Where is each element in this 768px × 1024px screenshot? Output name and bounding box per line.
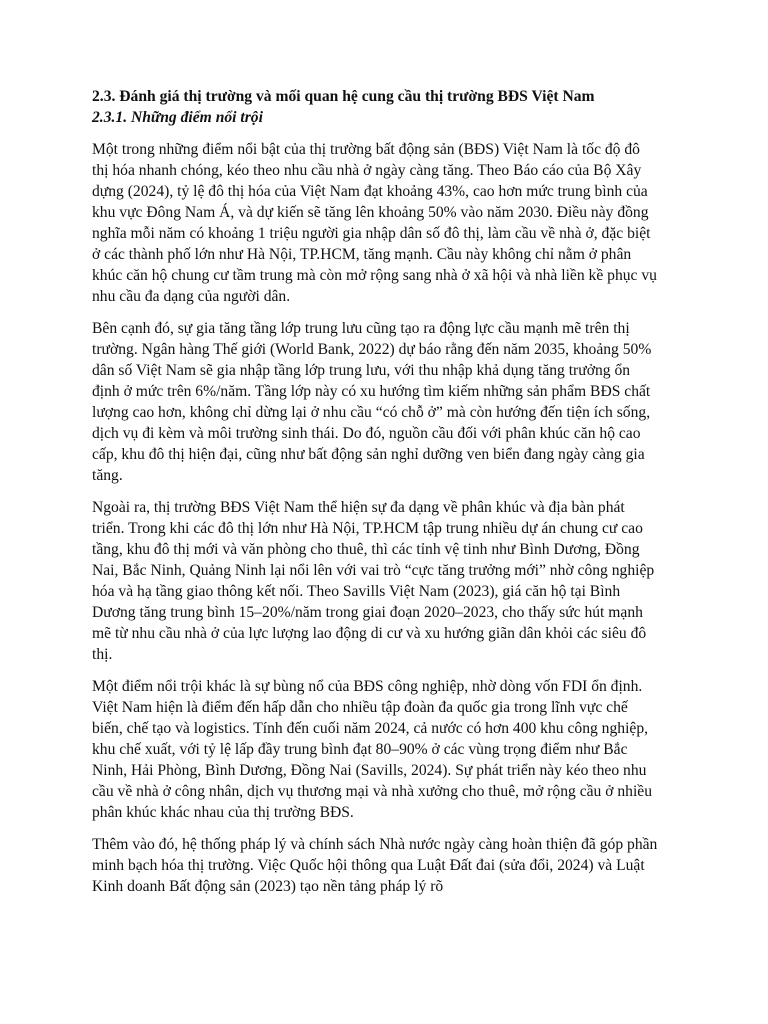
paragraph-urbanization: Một trong những điểm nổi bật của thị trường bất động sản (BĐS) Việt Nam là tốc độ đô thị hóa nhanh chóng, kéo theo nhu cầu nhà ở ngày càng tăng. Theo Báo cáo của Bộ Xây dựng (2024), tỷ lệ đô thị hóa của Việt Nam đạt khoảng 43%, cao hơn mức trung bình của khu vực Đông Nam Á, và dự kiến sẽ tăng lên khoảng 50% vào năm 2030. Điều này đồng nghĩa mỗi năm có khoảng 1 triệu người gia nhập dân số đô thị, làm cầu về nhà ở, đặc biệt ở các thành phố lớn như Hà Nội, TP.HCM, tăng mạnh. Cầu này không chỉ nằm ở phân khúc căn hộ chung cư tầm trung mà còn mở rộng sang nhà ở xã hội và nhà liền kề phục vụ nhu cầu đa dạng của người dân. (92, 141, 657, 305)
paragraph-middle-class: Bên cạnh đó, sự gia tăng tầng lớp trung lưu cũng tạo ra động lực cầu mạnh mẽ trên thị trường. Ngân hàng Thế giới (World Bank, 2022) dự báo rằng đến năm 2035, khoảng 50% dân số Việt Nam sẽ gia nhập tầng lớp trung lưu, với thu nhập khả dụng tăng trưởng ổn định ở mức trên 6%/năm. Tầng lớp này có xu hướng tìm kiếm những sản phẩm BĐS chất lượng cao hơn, không chỉ dừng lại ở nhu cầu “có chỗ ở” mà còn hướng đến tiện ích sống, dịch vụ đi kèm và môi trường sinh thái. Do đó, nguồn cầu đối với phân khúc căn hộ cao cấp, khu đô thị hiện đại, cũng như bất động sản nghỉ dưỡng ven biển đang ngày càng gia tăng. (92, 320, 652, 484)
paragraph-legal: Thêm vào đó, hệ thống pháp lý và chính sách Nhà nước ngày càng hoàn thiện đã góp phần minh bạch hóa thị trường. Việc Quốc hội thông qua Luật Đất đai (sửa đổi, 2024) và Luật Kinh doanh Bất động sản (2023) tạo nền tảng pháp lý rõ (92, 836, 658, 895)
section-heading: 2.3. Đánh giá thị trường và mối quan hệ cung cầu thị trường BĐS Việt Nam (92, 88, 595, 105)
paragraph-industrial: Một điểm nổi trội khác là sự bùng nổ của BĐS công nghiệp, nhờ dòng vốn FDI ổn định. Việt Nam hiện là điểm đến hấp dẫn cho nhiều tập đoàn đa quốc gia trong lĩnh vực chế biến, chế tạo và logistics. Tính đến cuối năm 2024, cả nước có hơn 400 khu công nghiệp, khu chế xuất, với tỷ lệ lấp đầy trung bình đạt 80–90% ở các vùng trọng điểm như Bắc Ninh, Hải Phòng, Bình Dương, Đồng Nai (Savills, 2024). Sự phát triển này kéo theo nhu cầu về nhà ở công nhân, dịch vụ thương mại và nhà xưởng cho thuê, mở rộng cầu ở nhiều phân khúc khác nhau của thị trường BĐS. (92, 678, 653, 821)
paragraph-diversity: Ngoài ra, thị trường BĐS Việt Nam thể hiện sự đa dạng về phân khúc và địa bàn phát triển. Trong khi các đô thị lớn như Hà Nội, TP.HCM tập trung nhiều dự án chung cư cao tầng, khu đô thị mới và văn phòng cho thuê, thì các tỉnh vệ tinh như Bình Dương, Đồng Nai, Bắc Ninh, Quảng Ninh lại nổi lên với vai trò “cực tăng trưởng mới” nhờ công nghiệp hóa và hạ tầng giao thông kết nối. Theo Savills Việt Nam (2023), giá căn hộ tại Bình Dương tăng trung bình 15–20%/năm trong giai đoạn 2020–2023, cho thấy sức hút mạnh mẽ từ nhu cầu nhà ở của lực lượng lao động di cư và xu hướng giãn dân khỏi các siêu đô thị. (92, 499, 655, 663)
subsection-heading: 2.3.1. Những điểm nổi trội (92, 109, 263, 126)
document-page (92, 86, 658, 908)
